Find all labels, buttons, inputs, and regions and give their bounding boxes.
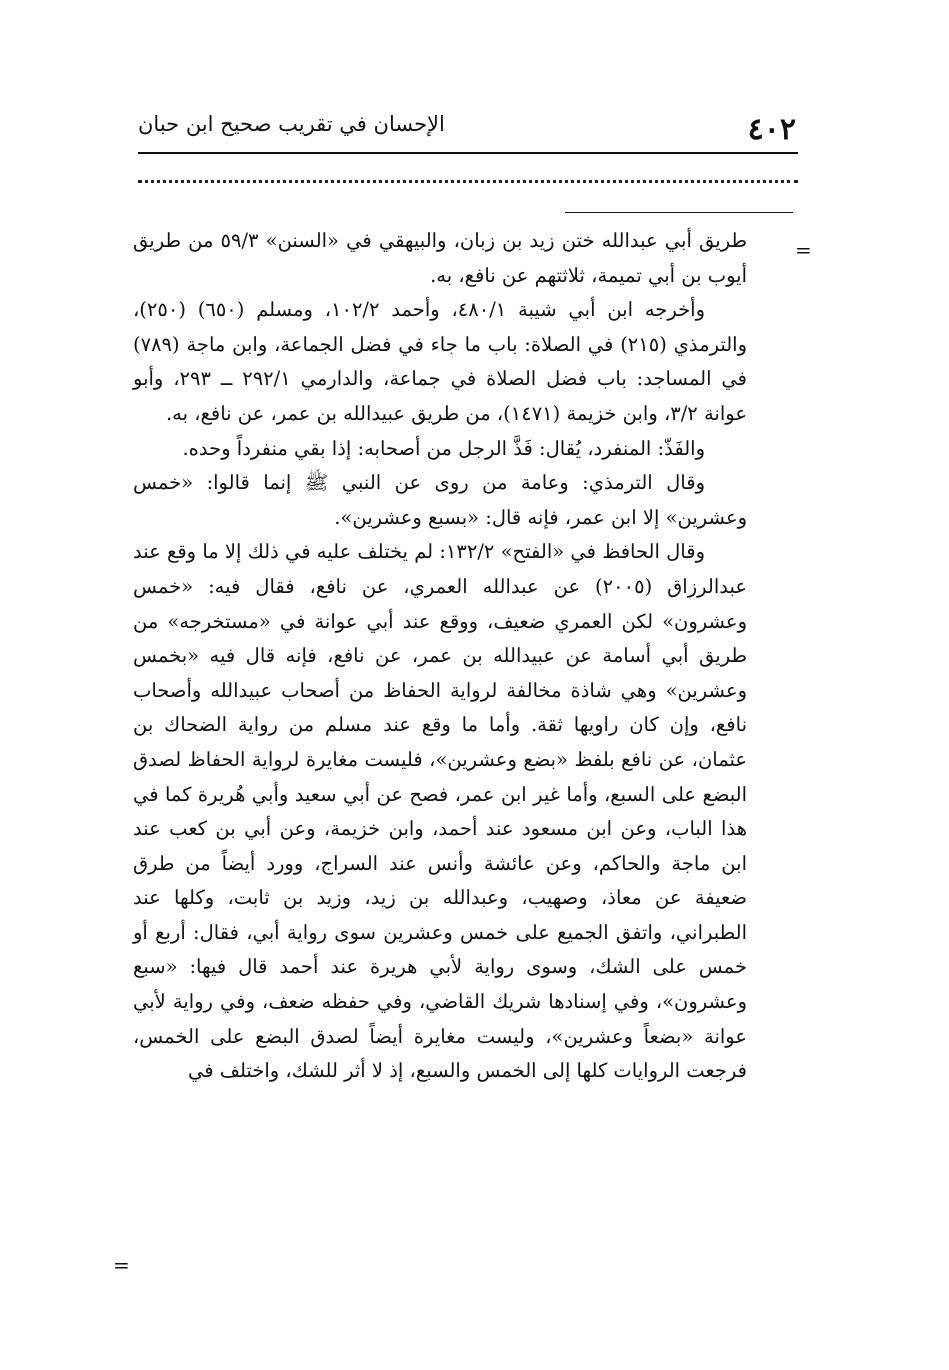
page-number: ٤٠٢ (747, 112, 796, 147)
paragraph-5: وقال الحافظ في «الفتح» ١٣٢/٢: لم يختلف عليه في ذلك إلا ما وقع عند عبدالرزاق (٢٠٠٥) عن عبدالله العمري، عن نافع، فقال فيه: «خمس وعشرون» لكن العمري ضعيف، ووقع عند أبي عوانة في «مستخرجه» من طريق أبي أسامة عن عبيدالله بن عمر، عن نافع، فإنه قال فيه «بخمس وعشرين» وهي شاذة مخالفة لرواية الحفاظ من أصحاب عبيدالله وأصحاب نافع، وإن كان راويها ثقة. وأما ما وقع عند مسلم من رواية الضحاك بن عثمان، عن نافع بلفظ «بضع وعشرين»، فليست مغايرة لرواية الحفاظ لصدق البضع على السبع، وأما غير ابن عمر، فصح عن أبي سعيد وأبي هُريرة كما في هذا الباب، وعن ابن مسعود عند أحمد، وابن خزيمة، وعن أبي بن كعب عند ابن ماجة والحاكم، وعن عائشة وأنس عند السراج، وورد أيضاً من طرق ضعيفة عن معاذ، وصهيب، وعبدالله بن زيد، وزيد بن ثابت، وكلها عند الطبراني، واتفق الجميع على خمس وعشرين سوى رواية أبي، فقال: أربع أو خمس على الشك، وسوى رواية لأبي هريرة عند أحمد قال فيها: «سبع وعشرون»، وفي إسنادها شريك القاضي، وفي حفظه ضعف، وفي رواية لأبي عوانة «بضعاً وعشرين»، وليست مغايرة أيضاً لصدق البضع على الخمس، فرجعت الروايات كلها إلى الخمس والسبع، إذ لا أثر للشك، واختلف في (133, 540, 747, 1083)
dotted-separator (138, 180, 798, 183)
continuation-mark-bottom: = (113, 1253, 130, 1277)
paragraph-1: طريق أبي عبدالله ختن زيد بن زبان، والبيهقي في «السنن» ٥٩/٣ من طريق أيوب بن أبي تميمة، ثلاثتهم عن نافع، به. (133, 229, 747, 287)
page-header (138, 100, 798, 150)
paragraph-4: وقال الترمذي: وعامة من روى عن النبي ﷺ إنما قالوا: «خمس وعشرين» إلا ابن عمر، فإنه قال: «بسبع وعشرين». (133, 471, 747, 529)
header-rule (138, 152, 798, 154)
paragraph-3: والفَذّ: المنفرد، يُقال: فَذَّ الرجل من أصحابه: إذا بقي منفرداً وحده. (182, 436, 705, 460)
continuation-mark-top: = (795, 238, 812, 262)
footnote-text (133, 224, 747, 1089)
footnote-rule (565, 212, 793, 213)
running-title: الإحسان في تقريب صحيح ابن حبان (138, 112, 445, 136)
paragraph-2: وأخرجه ابن أبي شيبة ٤٨٠/١، وأحمد ١٠٢/٢، ومسلم (٦٥٠) (٢٥٠)، والترمذي (٢١٥) في الصلاة: باب ما جاء في فضل الجماعة، وابن ماجة (٧٨٩) في المساجد: باب فضل الصلاة في جماعة، والدارمي ٢٩٢/١ ــ ٢٩٣، وأبو عوانة ٣/٢، وابن خزيمة (١٤٧١)، من طريق عبيدالله بن عمر، عن نافع، به. (133, 298, 747, 425)
